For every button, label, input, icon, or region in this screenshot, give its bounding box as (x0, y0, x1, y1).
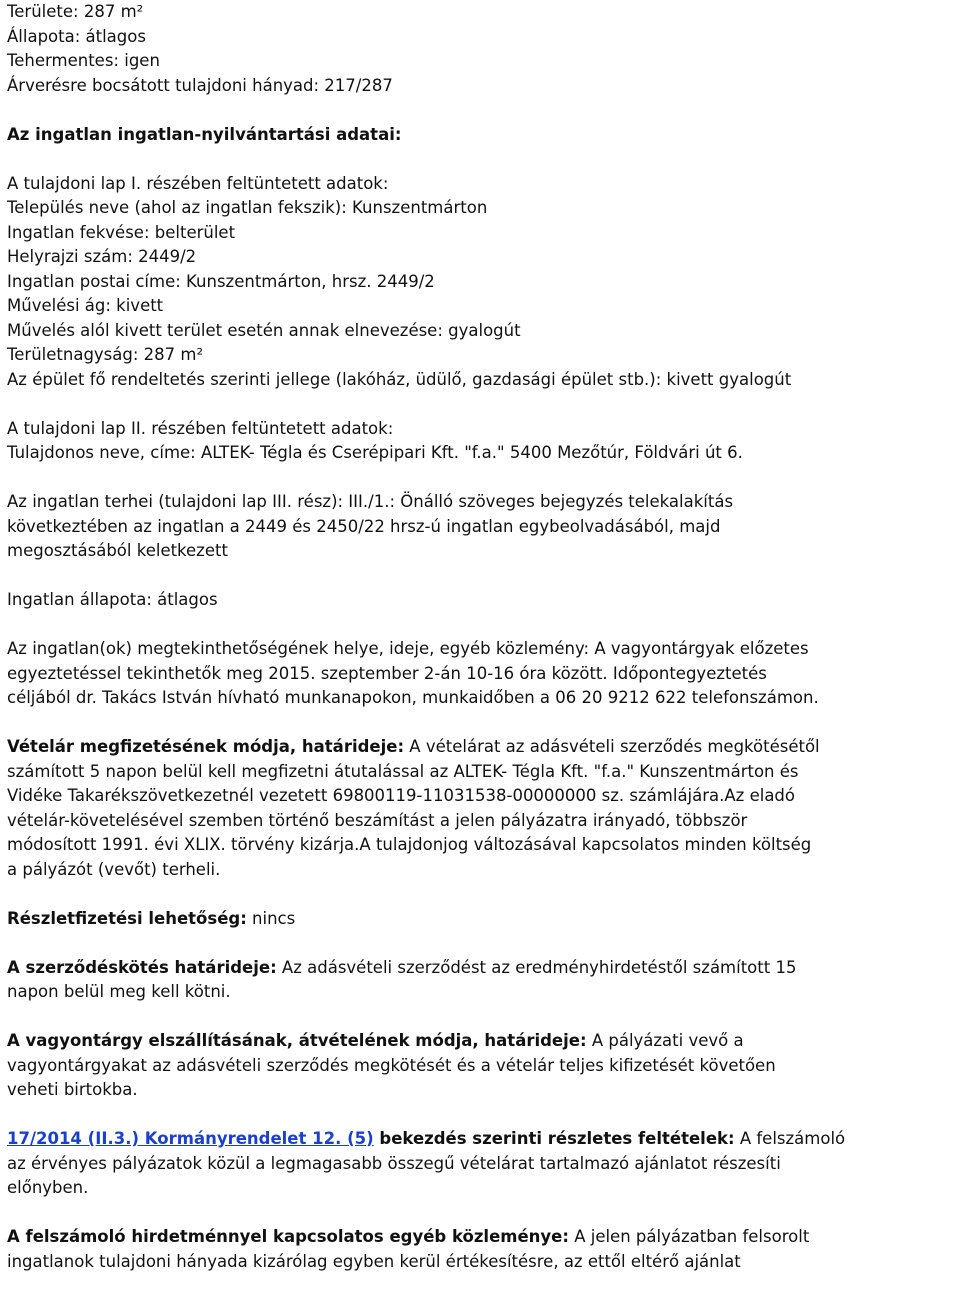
building-type-line: Az épület fő rendeltetés szerinti jellege (lakóház, üdülő, gazdasági épület stb.): kivett gyalogút (7, 369, 792, 389)
payment-line: Vidéke Takarékszövetkezetnél vezetett 69800119-11031538-00000000 sz. számlájára.Az eladó (7, 786, 795, 805)
size-line: Területnagyság: 287 m² (7, 345, 204, 364)
settlement-line: Település neve (ahol az ingatlan fekszik): Kunszentmárton (7, 198, 488, 217)
encumbrance-free-line: Tehermentes: igen (7, 51, 160, 70)
parcel-number-line: Helyrajzi szám: 2449/2 (7, 247, 197, 266)
encumbrances-line: megosztásából keletkezett (7, 541, 228, 560)
decree-label: bekezdés szerinti részletes feltételek: (373, 1129, 735, 1148)
auctioned-share-line: Árverésre bocsátott tulajdoni hányad: 217/287 (7, 75, 393, 95)
payment-text: A vételárat az adásvételi szerződés megkötésétől (404, 737, 820, 756)
decree-paragraph-link[interactable]: (5) (341, 1129, 374, 1148)
viewing-line: céljából dr. Takács István hívható munkanapokon, munkaidőben a 06 20 9212 622 telefonszámon. (7, 688, 819, 707)
encumbrances-line: Az ingatlan terhei (tulajdoni lap III. rész): III./1.: Önálló szöveges bejegyzés telekalakítás (7, 492, 734, 511)
handover-line: veheti birtokba. (7, 1080, 138, 1099)
installment-label: Részletfizetési lehetőség: (7, 908, 247, 928)
decree-text: A felszámoló (734, 1129, 846, 1148)
payment-label: Vételár megfizetésének módja, határideje: (7, 737, 405, 756)
registry-heading: Az ingatlan ingatlan-nyilvántartási adatai: (7, 124, 402, 144)
owner-line: Tulajdonos neve, címe: ALTEK- Tégla és Cserépipari Kft. "f.a." 5400 Mezőtúr, Földvári út 6. (7, 443, 743, 462)
handover-line: vagyontárgyakat az adásvételi szerződés megkötését és a vételár teljes kifizetését követően (7, 1055, 776, 1075)
part2-heading: A tulajdoni lap II. részében feltüntetett adatok: (7, 418, 394, 438)
decree-line: előnyben. (7, 1178, 89, 1197)
decree-link[interactable]: 17/2014 (II.3.) Kormányrendelet 12. (7, 1129, 342, 1148)
payment-line: vételár-követelésével szemben történő beszámítást a jelen pályázatra irányadó, többször (7, 810, 748, 830)
condition-line: Ingatlan állapota: átlagos (7, 590, 218, 609)
location-line: Ingatlan fekvése: belterület (7, 222, 236, 242)
liquidator-label: A felszámoló hirdetménnyel kapcsolatos egyéb közleménye: (7, 1227, 569, 1246)
liquidator-line: ingatlanok tulajdoni hányada kizárólag egyben kerül értékesítésre, az ettől eltérő ajánlat (7, 1251, 741, 1271)
decree-first-line (7, 1127, 955, 1152)
decree-line: az érvényes pályázatok közül a legmagasabb összegű vételárat tartalmazó ajánlatot részesíti (7, 1153, 781, 1173)
contract-label: A szerződéskötés határideje: (7, 957, 277, 977)
viewing-line: egyeztetéssel tekinthetők meg 2015. szeptember 2-án 10-16 óra között. Időpontegyeztetés (7, 663, 767, 683)
installment-value: nincs (246, 908, 296, 928)
contract-first-line (7, 956, 955, 981)
state-line: Állapota: átlagos (7, 26, 146, 46)
document-page (7, 0, 955, 1274)
area-line: Területe: 287 m² (7, 2, 144, 21)
handover-first-line (7, 1029, 955, 1054)
liquidator-first-line (7, 1225, 955, 1250)
exempt-area-name-line: Művelés alól kivett terület esetén annak elnevezése: gyalogút (7, 320, 521, 340)
handover-text: A pályázati vevő a (586, 1031, 744, 1050)
viewing-line: Az ingatlan(ok) megtekinthetőségének helye, ideje, egyéb közlemény: A vagyontárgyak előzetes (7, 639, 809, 658)
contract-line: napon belül meg kell kötni. (7, 982, 231, 1001)
handover-label: A vagyontárgy elszállításának, átvételének módja, határideje: (7, 1031, 587, 1050)
payment-line: a pályázót (vevőt) terheli. (7, 859, 221, 879)
postal-address-line: Ingatlan postai címe: Kunszentmárton, hrsz. 2449/2 (7, 271, 435, 291)
payment-line: számított 5 napon belül kell megfizetni átutalással az ALTEK- Tégla Kft. "f.a." Kunszentmárton és (7, 761, 799, 781)
cultivation-line: Művelési ág: kivett (7, 296, 164, 315)
contract-text: Az adásvételi szerződést az eredményhirdetéstől számított 15 (276, 957, 797, 977)
part1-heading: A tulajdoni lap I. részében feltüntetett adatok: (7, 173, 389, 193)
payment-line: módosított 1991. évi XLIX. törvény kizárja.A tulajdonjog változásával kapcsolatos minden költség (7, 835, 812, 854)
encumbrances-line: következtében az ingatlan a 2449 és 2450/22 hrsz-ú ingatlan egybeolvadásából, majd (7, 516, 721, 536)
payment-first-line (7, 735, 955, 760)
liquidator-text: A jelen pályázatban felsorolt (568, 1227, 810, 1246)
installment-line (7, 907, 955, 932)
